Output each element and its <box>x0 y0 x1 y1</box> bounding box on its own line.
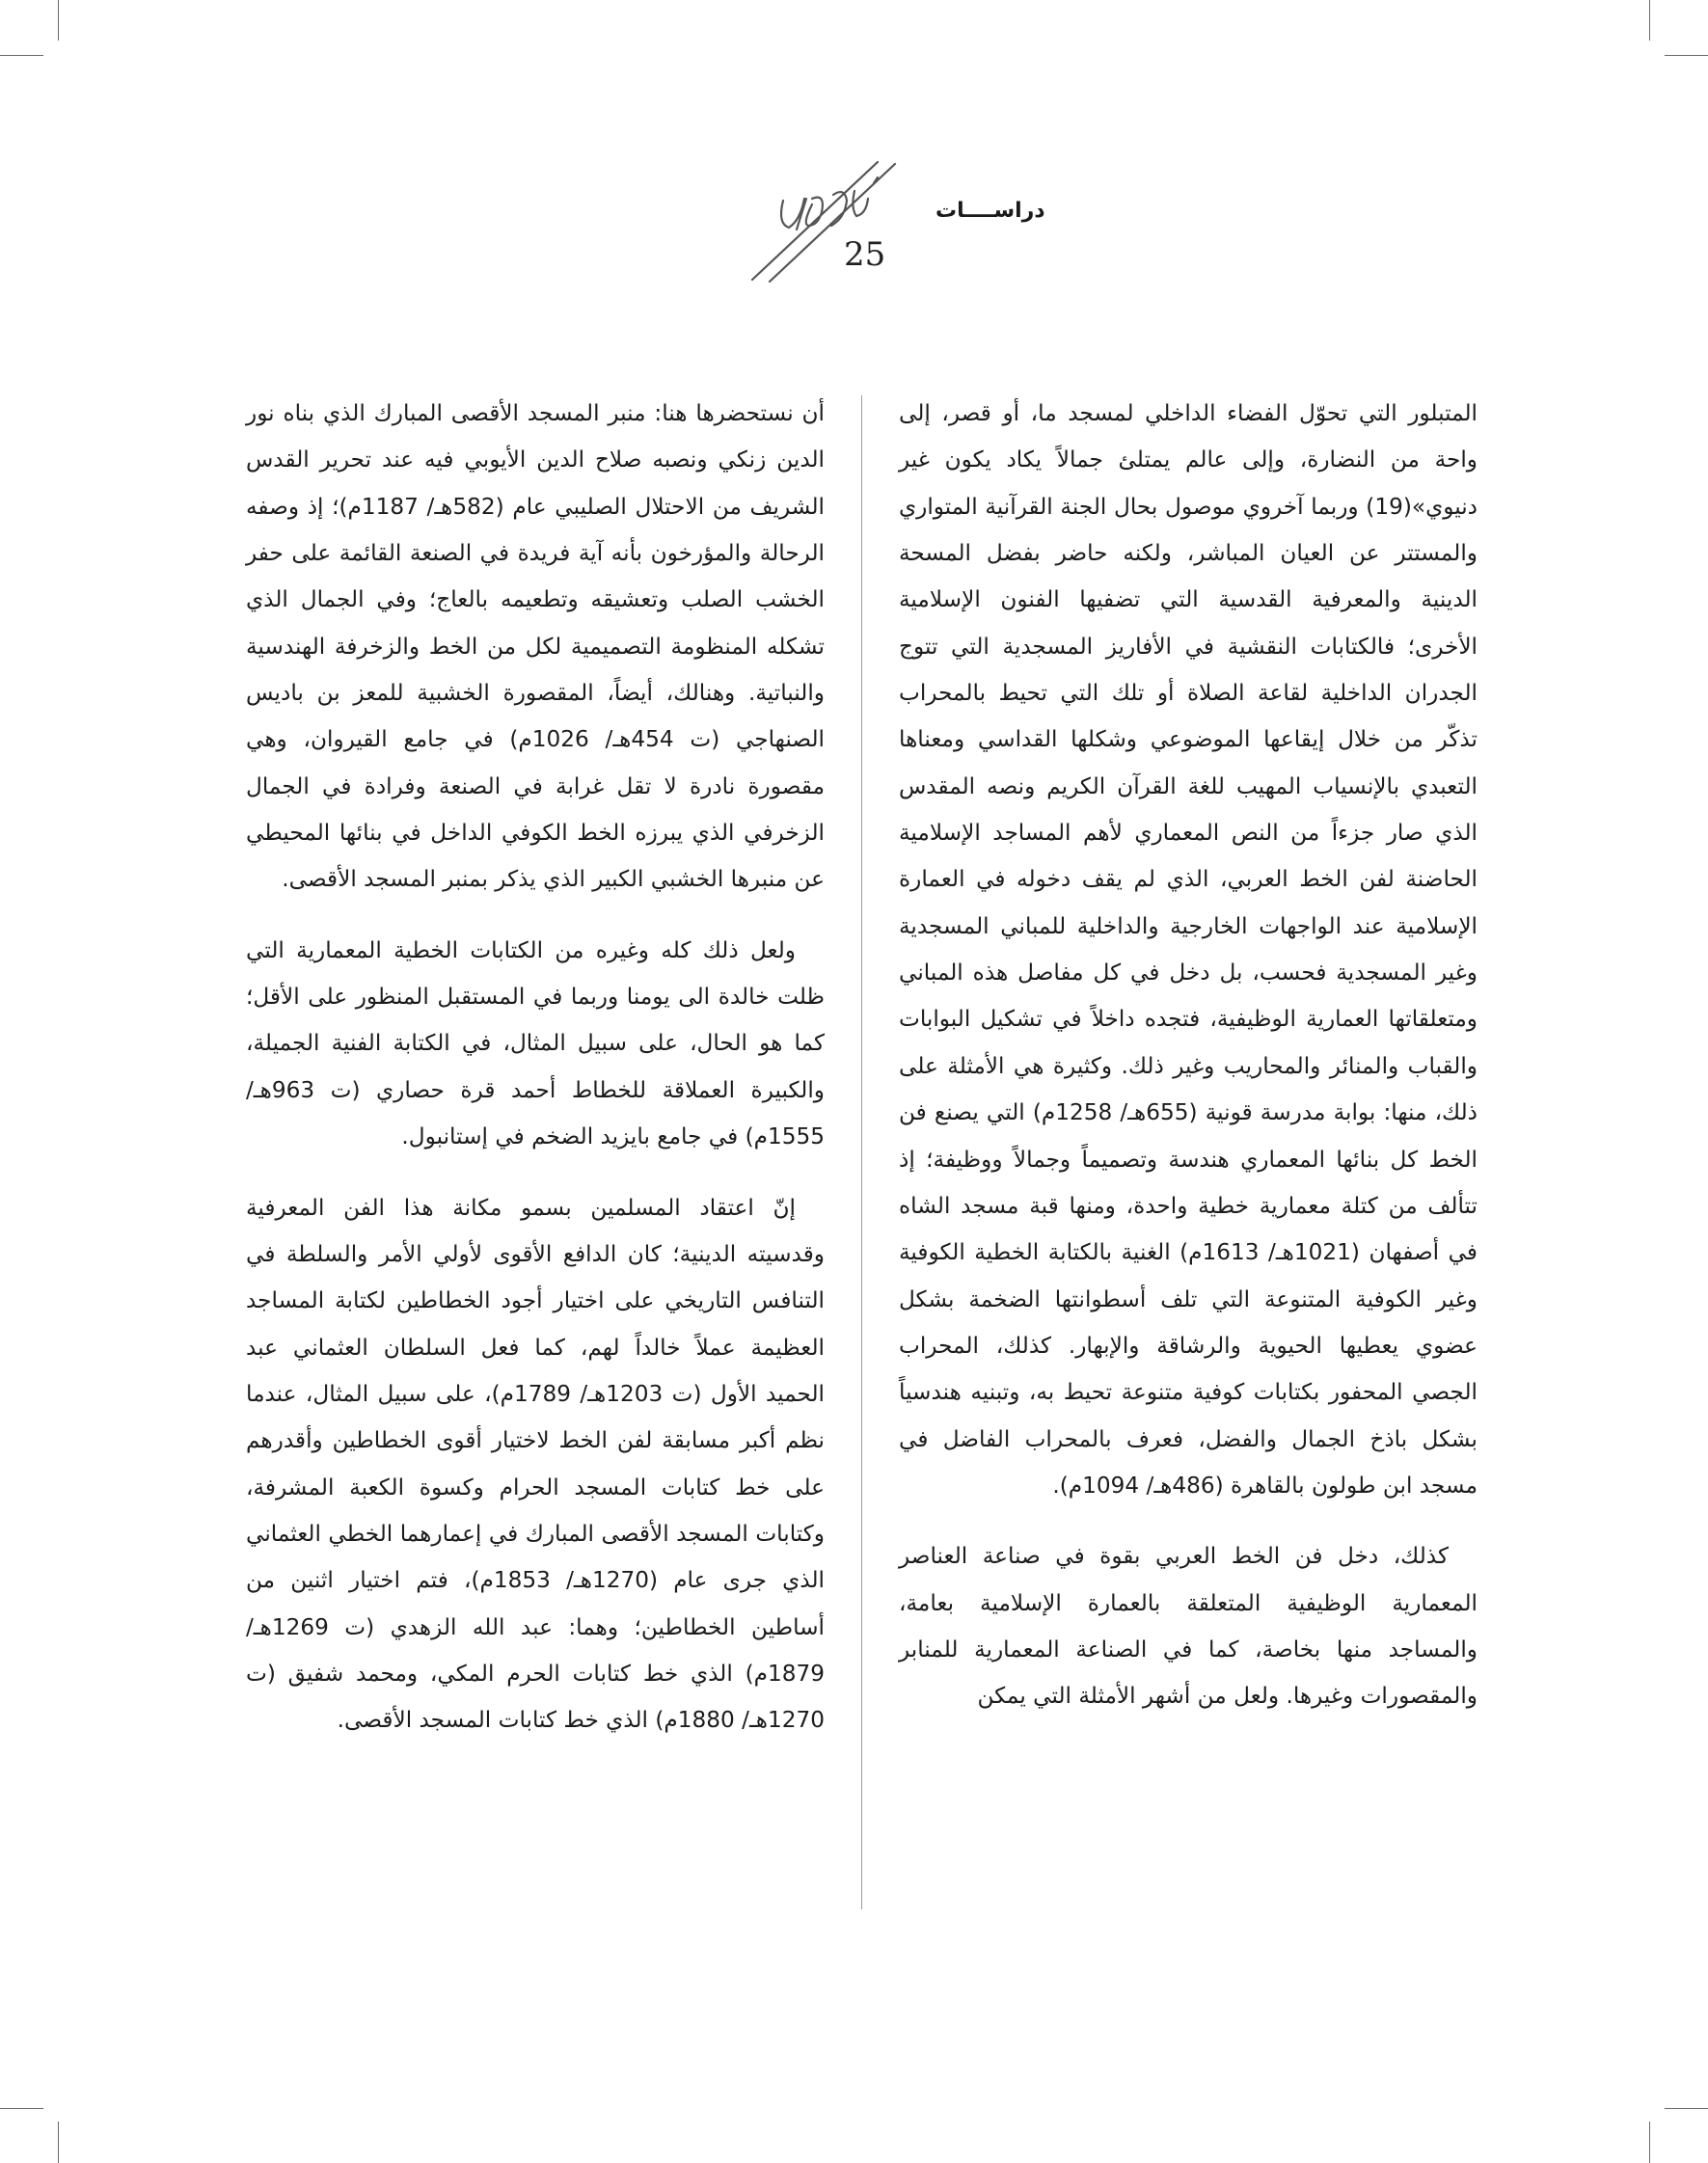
right-paragraph-2: كذلك، دخل فن الخط العربي بقوة في صناعة العناصر المعمارية الوظيفية المتعلقة بالعمارة الإسلامية بعامة، والمساجد منها بخاصة، كما في الصناعة المعمارية للمنابر والمقصورات وغيرها. ولعل من أشهر الأمثلة التي يمكن <box>899 1543 1478 1710</box>
left-paragraph-3: إنّ اعتقاد المسلمين بسمو مكانة هذا الفن المعرفية وقدسيته الدينية؛ كان الدافع الأقوى لأولي الأمر والسلطة في التنافس التاريخي على اختيار أجود الخطاطين لكتابة المساجد العظيمة عملاً خالداً لهم، كما فعل السلطان العثماني عبد الحميد الأول (ت 1203هـ/ 1789م)، على سبيل المثال، عندما نظم أكبر مسابقة لفن الخط لاختيار أقوى الخطاطين وأقدرهم على خط كتابات المسجد الحرام وكسوة الكعبة المشرفة، وكتابات المسجد الأقصى المبارك في إعمارهما الخطي العثماني الذي جرى عام (1270هـ/ 1853م)، فتم اختيار اثنين من أساطين الخطاطين؛ وهما: عبد الله الزهدي (ت 1269هـ/ 1879م) الذي خط كتابات الحرم المكي، ومحمد شفيق (ت 1270هـ/ 1880م) الذي خط كتابات المسجد الأقصى. <box>246 1194 825 1734</box>
right-paragraph-1: المتبلور التي تحوّل الفضاء الداخلي لمسجد ما، أو قصر، إلى واحة من النضارة، وإلى عالم يمتلئ جمالاً يكاد يكون غير دنيوي»(19) وربما آخروي موصول بحال الجنة القرآنية المتواري والمستتر عن العيان المباشر، ولكنه حاضر بفضل المسحة الدينية والمعرفية القدسية التي تضفيها الفنون الإسلامية الأخرى؛ فالكتابات النقشية في الأفاريز المسجدية التي تتوج الجدران الداخلية لقاعة الصلاة أو تلك التي تحيط بالمحراب تذكّر من خلال إيقاعها الموضوعي وشكلها القداسي ومعناها التعبدي بالإنسياب المهيب للغة القرآن الكريم ونصه المقدس الذي صار جزءاً من النص المعماري لأهم المساجد الإسلامية الحاضنة لفن الخط العربي، الذي لم يقف دخوله في العمارة الإسلامية عند الواجهات الخارجية والداخلية للمباني المسجدية وغير المسجدية فحسب، بل دخل في كل مفاصل هذه المباني ومتعلقاتها العمارية الوظيفية، فتجده داخلاً في تشكيل البوابات والقباب والمنائر والمحاريب وغير ذلك. وكثيرة هي الأمثلة على ذلك، منها: بوابة مدرسة قونية (655هـ/ 1258م) التي يصنع فن الخط كل بنائها المعماري هندسة وتصميماً وجمالاً ووظيفة؛ إذ تتألف من كتلة معمارية خطية واحدة، ومنها قبة مسجد الشاه في أصفهان (1021هـ/ 1613م) الغنية بالكتابة الخطية الكوفية وغير الكوفية المتنوعة التي تلف أسطوانتها الضخمة بشكل عضوي يعطيها الحيوية والرشاقة والإبهار. كذلك، المحراب الجصي المحفور بكتابات كوفية متنوعة تحيط به، وتبنيه هندسياً بشكل باذخ الجمال والفضل، فعرف بالمحراب الفاضل في مسجد ابن طولون بالقاهرة (486هـ/ 1094م). <box>899 400 1478 1499</box>
crop-mark-bottom-left-v <box>58 2122 59 2163</box>
left-paragraph-1: أن نستحضرها هنا: منبر المسجد الأقصى المبارك الذي بناه نور الدين زنكي ونصبه صلاح الدين الأيوبي فيه عند تحرير القدس الشريف من الاحتلال الصليبي عام (582هـ/ 1187م)؛ إذ وصفه الرحالة والمؤرخون بأنه آية فريدة في الصنعة القائمة على حفر الخشب الصلب وتعشيقه وتطعيمه بالعاج؛ وفي الجمال الذي تشكله المنظومة التصميمية لكل من الخط والزخرفة الهندسية والنباتية. وهنالك، أيضاً، المقصورة الخشبية للمعز بن باديس الصنهاجي (ت 454هـ/ 1026م) في جامع القيروان، وهي مقصورة نادرة لا تقل غرابة في الصنعة وفرادة في الجمال الزخرفي الذي يبرزه الخط الكوفي الداخل في بنائها المحيطي عن منبرها الخشبي الكبير الذي يذكر بمنبر المسجد الأقصى. <box>246 400 825 893</box>
section-label: دراســــات <box>935 199 1045 223</box>
crop-mark-top-right-v <box>1649 0 1650 41</box>
left-column <box>246 391 825 1744</box>
left-paragraph-2: ولعل ذلك كله وغيره من الكتابات الخطية المعمارية التي ظلت خالدة الى يومنا وربما في المستقبل المنظور على الأقل؛ كما هو الحال، على سبيل المثال، في الكتابة الفنية الجميلة، والكبيرة العملاقة للخطاط أحمد قرة حصاري (ت 963هـ/ 1555م) في جامع بايزيد الضخم في إستانبول. <box>246 936 825 1150</box>
crop-mark-top-left-h <box>0 55 43 56</box>
crop-mark-top-left-v <box>58 0 59 41</box>
column-divider <box>861 395 862 1909</box>
crop-mark-bottom-right-h <box>1665 2108 1708 2109</box>
logo-text: Naqd <box>926 176 952 186</box>
running-header <box>704 154 1051 289</box>
crop-mark-bottom-right-v <box>1649 2122 1650 2163</box>
magazine-logo <box>733 154 952 289</box>
page-number: 25 <box>844 235 886 274</box>
crop-mark-bottom-left-h <box>0 2108 43 2109</box>
crop-mark-top-right-h <box>1665 55 1708 56</box>
right-column <box>899 391 1478 1720</box>
